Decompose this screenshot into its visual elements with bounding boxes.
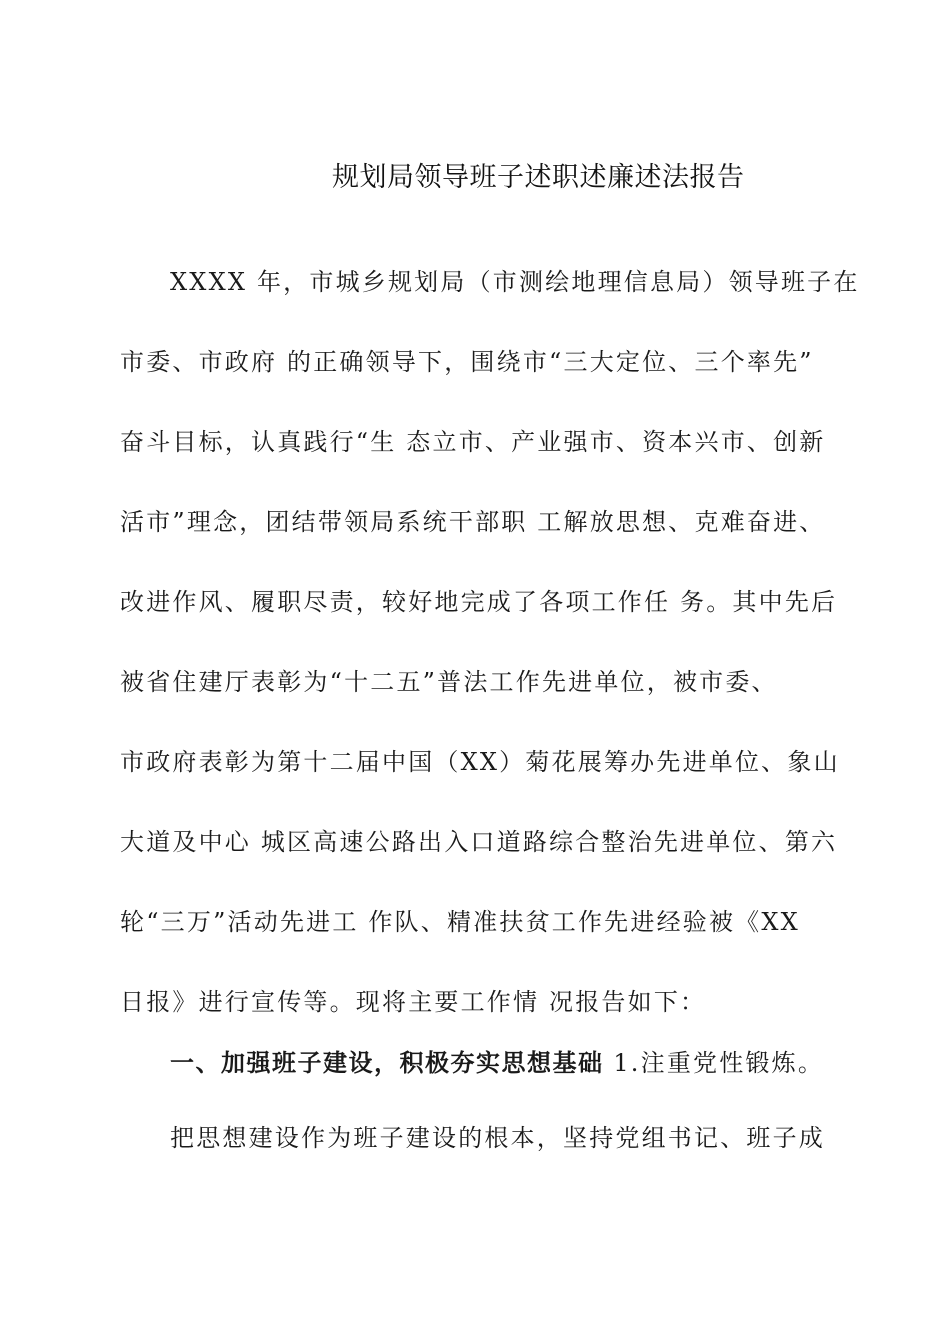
- paragraph-line: 改进作风、履职尽责，较好地完成了各项工作任 务。其中先后: [120, 588, 838, 616]
- paragraph-line: 日报》进行宣传等。现将主要工作情 况报告如下：: [120, 988, 707, 1016]
- paragraph-line: 被省住建厅表彰为“十二五”普法工作先进单位，被市委、: [120, 668, 778, 696]
- paragraph-line: 大道及中心 城区高速公路出入口道路综合整治先进单位、第六: [120, 828, 838, 856]
- document-title: 规划局领导班子述职述廉述法报告: [332, 162, 745, 193]
- section-subheading: 1.注重党性锻炼。: [603, 1049, 825, 1077]
- paragraph-line: XXXX 年，市城乡规划局（市测绘地理信息局）领导班子在: [170, 268, 860, 296]
- paragraph-line: 市政府表彰为第十二届中国（XX）菊花展筹办先进单位、象山: [120, 748, 840, 776]
- paragraph-line: 奋斗目标，认真践行“生 态立市、产业强市、资本兴市、创新: [120, 428, 826, 456]
- section-heading: 一、加强班子建设，积极夯实思想基础: [170, 1049, 604, 1077]
- paragraph-line: 轮“三万”活动先进工 作队、精准扶贫工作先进经验被《XX: [120, 908, 800, 936]
- paragraph-line: 把思想建设作为班子建设的根本，坚持党组书记、班子成: [170, 1124, 825, 1152]
- paragraph-line: 市委、市政府 的正确领导下，围绕市“三大定位、三个率先”: [120, 348, 814, 376]
- paragraph-line: 活市”理念，团结带领局系统干部职 工解放思想、克难奋进、: [120, 508, 826, 536]
- section-heading-line: [170, 1043, 824, 1078]
